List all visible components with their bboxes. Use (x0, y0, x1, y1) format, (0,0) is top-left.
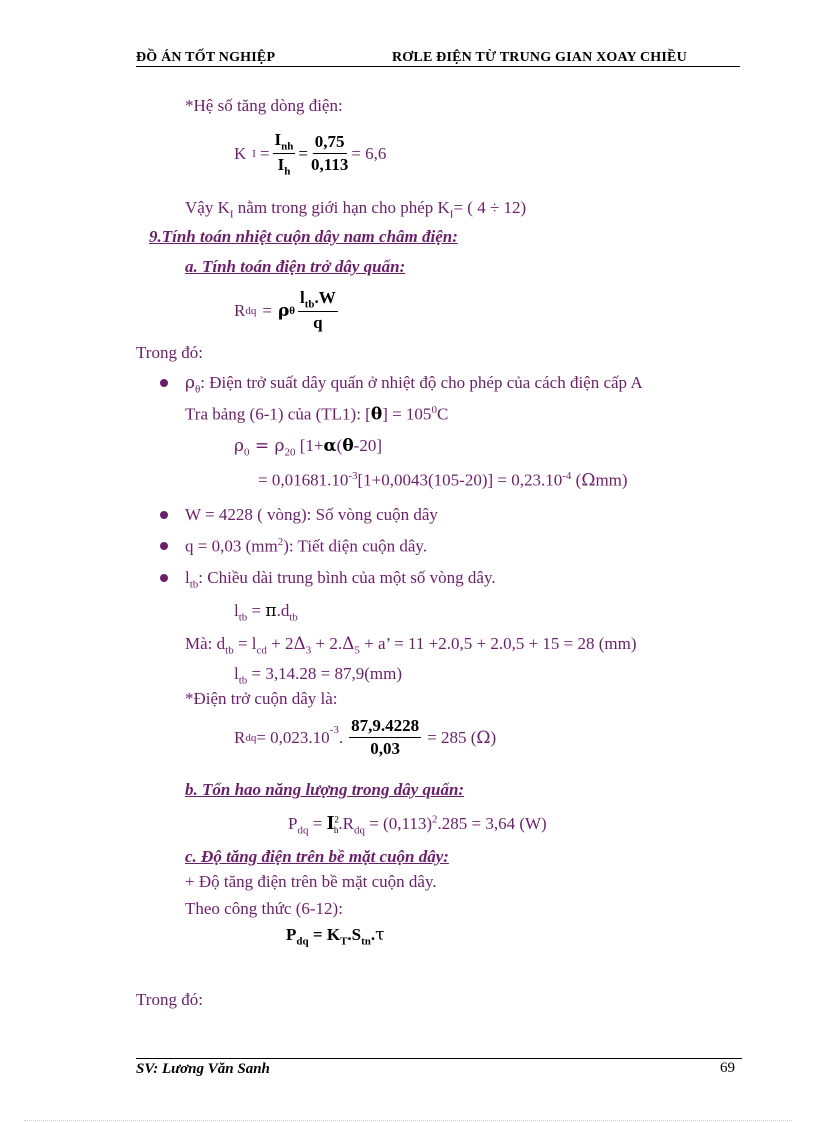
coil-resistance-title: *Điện trở cuộn dây là: (185, 689, 338, 708)
footer-rule (136, 1058, 742, 1059)
rdq-formula: R dq = ρ θ $\frac{l_{tb}.W}{q}$ (234, 288, 336, 333)
ki-conclusion: Vậy $K_I$ nằm trong giới hạn cho phép $K_I=$ ( 4 ÷ 12) (185, 198, 527, 221)
cross-section-line: q = 0,03 $(mm^2)$: Tiết diện cuộn dây. (185, 536, 428, 556)
section-a-heading: a. Tính toán điện trở dây quấn: (185, 257, 406, 276)
bullet-2 (160, 511, 168, 519)
header-right: RƠLE ĐIỆN TỪ TRUNG GIAN XOAY CHIỀU (392, 50, 687, 65)
ki-fraction-1: $\frac{I_{nh}}{I_h}$ (274, 130, 294, 178)
coef-title: *Hệ số tăng dòng điện: (185, 96, 343, 115)
header-rule (136, 66, 740, 67)
trong-do-label-2: Trong đó: (136, 990, 203, 1009)
dtb-formula: Mà: $d_{tb} = l_{cd} + 2\Delta_3 + 2.\Delta_5 + a$’ = 11 +2.0,5 + 2.0,5 + 15 = 28 (mm) (185, 634, 637, 657)
coil-resistance-fraction: $\frac{87,9.4228}{0,03}$ (351, 716, 420, 758)
bullet-1 (160, 379, 168, 387)
bullet-4 (160, 574, 168, 582)
bullet-3 (160, 542, 168, 550)
ki-formula: K I = $\frac{I_{nh}}{I_h}$ = $\frac{0,75}{0,113}$ = 6,6 (234, 130, 387, 178)
heat-formula: $P_{dq} = K_T.S_{tn}.\tau$ (286, 925, 385, 948)
trong-do-label: Trong đó: (136, 343, 203, 362)
section-c-heading: c. Độ tăng điện trên bề mặt cuộn dây: (185, 847, 449, 866)
rho0-calculation: = $0,01681.10^{-3}[1+0,0043(105-20)] = 0,23.10^{-4}$ (Ωmm) (258, 470, 628, 491)
mean-length-line: $l_{tb}$: Chiều dài trung bình của một số vòng dây. (185, 568, 496, 591)
rho-theta-line: $\rho_\theta$: Điện trở suất dây quấn ở nhiệt độ cho phép của cách điện cấp A (185, 373, 643, 396)
section-9-heading: 9.Tính toán nhiệt cuộn dây nam châm điện: (149, 227, 458, 246)
ki-fraction-2: $\frac{0,75}{0,113}$ (311, 132, 349, 175)
ltb-value: $l_{tb} = 3,14.28 = 87,9(mm)$ (234, 664, 402, 687)
power-loss-formula: $P_{dq} = I^2_h.R_{dq} = (0,113)^2.285 = 3,64$ (W) (288, 812, 547, 837)
page-number: 69 (720, 1060, 735, 1076)
rdq-fraction: $\frac{l_{tb}.W}{q}$ (300, 288, 336, 333)
ltb-formula: $l_{tb} = \pi.d_{tb}$ (234, 601, 298, 624)
coil-resistance-formula: R dq = 0,023.10 $^{-3}$ . $\frac{87,9.4228}{0,03}$ = 285 ( Ω ) (234, 716, 497, 758)
surface-rise-line: + Độ tăng điện trên bề mặt cuộn dây. (185, 872, 437, 891)
header-left: ĐỒ ÁN TỐT NGHIỆP (136, 50, 276, 65)
footer-author: SV: Lương Văn Sanh (136, 1061, 270, 1077)
turns-line: W = 4228 ( vòng): Số vòng cuộn dây (185, 505, 438, 524)
formula-ref-line: Theo công thức (6-12): (185, 899, 343, 918)
page-bottom-border (24, 1120, 792, 1121)
table-lookup-line: Tra bảng (6-1) của (TL1): $[\theta] = 105^0C$ (185, 404, 449, 425)
rho0-formula: $\rho_0 = \rho_{20}$ [1+α(θ-20] (234, 436, 382, 459)
section-b-heading: b. Tổn hao năng lượng trong dây quấn: (185, 780, 465, 799)
